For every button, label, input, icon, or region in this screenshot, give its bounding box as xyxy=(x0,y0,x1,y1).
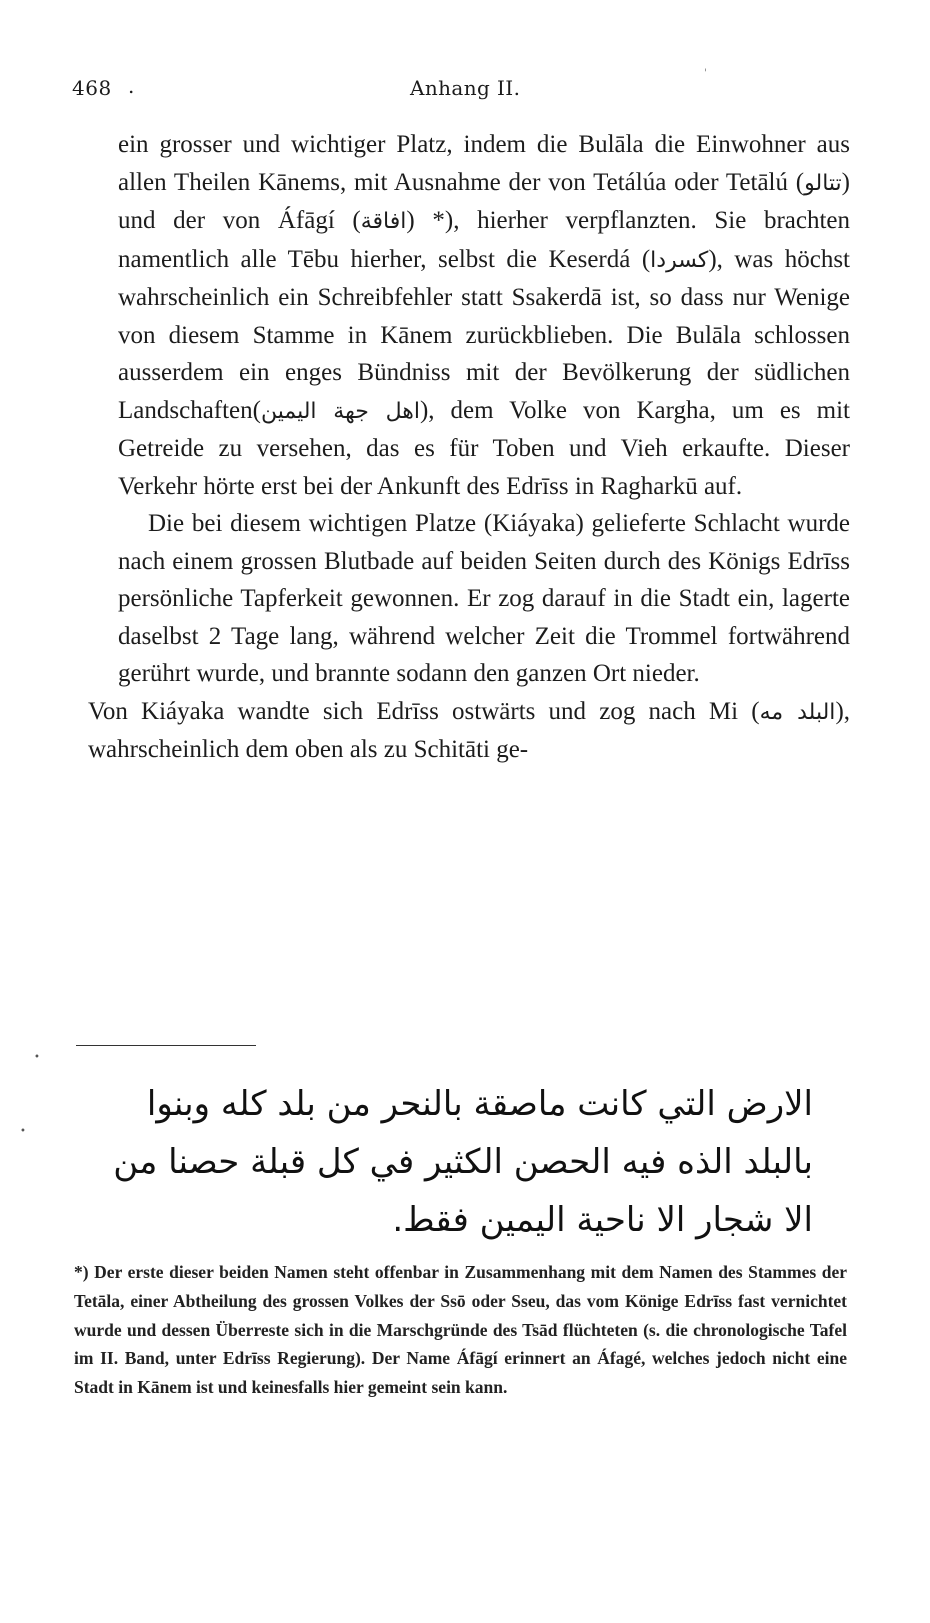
paragraph-1 xyxy=(118,126,850,505)
arabic-term: البلد مه xyxy=(759,699,836,725)
page-header xyxy=(0,68,930,108)
text-run: ) und der von Áfāgí ( xyxy=(118,168,850,234)
margin-dot: • xyxy=(34,1052,40,1063)
footnote xyxy=(74,1258,847,1402)
paragraph-3 xyxy=(88,693,850,769)
print-mark: ' xyxy=(704,68,707,79)
page-number: 468 xyxy=(72,76,112,100)
arabic-line-3: الا شجار الا ناحية اليمين فقط. xyxy=(392,1200,813,1240)
text-run: ), wahrscheinlich dem oben als zu Schitāti ge- xyxy=(88,697,851,763)
main-text xyxy=(88,126,851,769)
running-head: Anhang II. xyxy=(410,76,521,100)
arabic-term: كسردا xyxy=(650,247,709,273)
arabic-term: افاقة xyxy=(360,209,407,234)
header-separator: . xyxy=(128,74,135,98)
text-run: ) *), hierher verpflanzten. Sie brachten namentlich alle Tēbu hierher, selbst die Keserdá ( xyxy=(118,207,850,273)
arabic-term: تتالو xyxy=(804,170,842,196)
margin-dot: • xyxy=(20,1126,26,1137)
text-run: ein grosser und wichtiger Platz, indem die Bulāla die Einwohner aus allen Theilen Kānems, mit Ausnahme der von Tetálúa oder Tetālú ( xyxy=(118,131,850,196)
footnote-rule xyxy=(76,1045,256,1046)
arabic-line-1: الارض التي كانت ماصقة بالنحر من بلد كله وبنوا xyxy=(146,1084,813,1124)
arabic-line-2: بالبلد الذه فيه الحصن الكثير في كل قبلة حصنا من xyxy=(113,1142,813,1182)
text-run: Von Kiáyaka wandte sich Edrīss ostwärts und zog nach Mi ( xyxy=(88,697,760,725)
text-run: ), dem Volke von Kargha, um es mit Getreide zu versehen, das es für Toben und Vieh erkaufte. Dieser Verkehr hörte erst bei der Ankunft des Edrīss in Ragharkū auf. xyxy=(118,396,850,500)
arabic-term: اهل جهة اليمين xyxy=(260,398,420,424)
footnote-text: *) Der erste dieser beiden Namen steht offenbar in Zusammenhang mit dem Namen des Stammes der Tetāla, einer Abtheilung des grossen Volkes der Ssō oder Sseu, das vom Könige Edrīss fast vernichtet wurde und dessen Überreste sich in die Marschgründe des Tsād flüchteten (s. die chronologische Tafel im II. Band, unter Edrīss Regierung). Der Name Áfāgí erinnert an Áfagé, welches jedoch nicht eine Stadt in Kānem ist und keinesfalls hier gemeint sein kann. xyxy=(74,1262,847,1398)
paragraph-2: Die bei diesem wichtigen Platze (Kiáyaka) gelieferte Schlacht wurde nach einem grossen Blutbade auf beiden Seiten durch des Königs Edrīss persönliche Tapferkeit gewonnen. Er zog darauf in die Stadt ein, lagerte daselbst 2 Tage lang, während welcher Zeit die Trommel fortwährend gerührt wurde, und brannte sodann den ganzen Ort nieder. xyxy=(118,510,850,687)
text-run: ), was höchst wahrscheinlich ein Schreibfehler statt Ssakerdā ist, so dass nur Wenige von diesem Stamme in Kānem zurückblieben. Die Bulāla schlossen ausserdem ein enges Bündniss mit der Bevölkerung der südlichen Landschaften( xyxy=(118,245,850,424)
arabic-quotation xyxy=(68,1075,813,1249)
